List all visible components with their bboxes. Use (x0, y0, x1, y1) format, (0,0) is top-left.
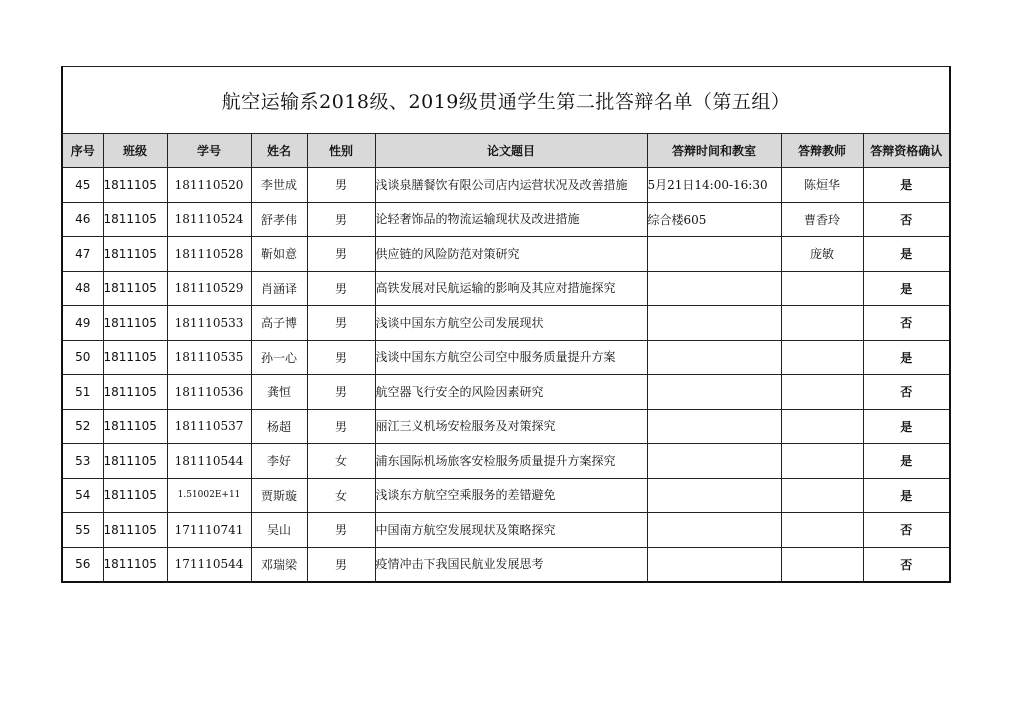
cell-no: 51 (62, 375, 103, 410)
cell-teacher (781, 409, 863, 444)
cell-name: 李好 (251, 444, 307, 479)
cell-qualification: 是 (863, 168, 950, 203)
table-row (62, 478, 950, 513)
cell-teacher: 庞敏 (781, 237, 863, 272)
cell-class: 1811105 (103, 306, 167, 341)
cell-class: 1811105 (103, 513, 167, 548)
cell-gender: 男 (307, 168, 375, 203)
cell-teacher (781, 547, 863, 582)
cell-thesis-topic: 论轻奢饰品的物流运输现状及改进措施 (375, 202, 647, 237)
cell-name: 贾斯璇 (251, 478, 307, 513)
cell-time-room (647, 237, 781, 272)
cell-qualification: 是 (863, 478, 950, 513)
cell-class: 1811105 (103, 271, 167, 306)
cell-gender: 男 (307, 271, 375, 306)
cell-qualification: 是 (863, 444, 950, 479)
cell-teacher (781, 340, 863, 375)
cell-no: 49 (62, 306, 103, 341)
cell-class: 1811105 (103, 237, 167, 272)
cell-thesis-topic: 疫情冲击下我国民航业发展思考 (375, 547, 647, 582)
cell-student-id: 1.51002E+11 (167, 478, 251, 513)
cell-thesis-topic: 航空器飞行安全的风险因素研究 (375, 375, 647, 410)
cell-qualification: 是 (863, 409, 950, 444)
cell-student-id: 181110524 (167, 202, 251, 237)
cell-name: 龚恒 (251, 375, 307, 410)
cell-qualification: 否 (863, 375, 950, 410)
cell-gender: 男 (307, 513, 375, 548)
cell-class: 1811105 (103, 340, 167, 375)
cell-teacher (781, 444, 863, 479)
cell-student-id: 171110544 (167, 547, 251, 582)
cell-qualification: 否 (863, 547, 950, 582)
cell-gender: 男 (307, 202, 375, 237)
cell-qualification: 否 (863, 513, 950, 548)
cell-gender: 女 (307, 444, 375, 479)
cell-gender: 男 (307, 547, 375, 582)
cell-gender: 女 (307, 478, 375, 513)
cell-time-room (647, 306, 781, 341)
cell-thesis-topic: 供应链的风险防范对策研究 (375, 237, 647, 272)
cell-no: 56 (62, 547, 103, 582)
cell-class: 1811105 (103, 478, 167, 513)
table-row (62, 409, 950, 444)
header-gender: 性别 (307, 134, 375, 168)
cell-class: 1811105 (103, 409, 167, 444)
cell-class: 1811105 (103, 202, 167, 237)
cell-time-room (647, 375, 781, 410)
defense-list-table (61, 66, 951, 583)
header-name: 姓名 (251, 134, 307, 168)
cell-gender: 男 (307, 375, 375, 410)
cell-thesis-topic: 浦东国际机场旅客安检服务质量提升方案探究 (375, 444, 647, 479)
cell-qualification: 否 (863, 306, 950, 341)
cell-no: 54 (62, 478, 103, 513)
header-row (62, 134, 950, 168)
cell-no: 46 (62, 202, 103, 237)
cell-qualification: 是 (863, 237, 950, 272)
cell-thesis-topic: 高铁发展对民航运输的影响及其应对措施探究 (375, 271, 647, 306)
cell-student-id: 181110529 (167, 271, 251, 306)
cell-class: 1811105 (103, 375, 167, 410)
table-row (62, 340, 950, 375)
cell-teacher: 陈烜华 (781, 168, 863, 203)
table-row (62, 168, 950, 203)
cell-thesis-topic: 浅谈中国东方航空公司发展现状 (375, 306, 647, 341)
cell-name: 吴山 (251, 513, 307, 548)
cell-name: 肖涵译 (251, 271, 307, 306)
cell-teacher (781, 271, 863, 306)
cell-class: 1811105 (103, 547, 167, 582)
cell-thesis-topic: 丽江三义机场安检服务及对策探究 (375, 409, 647, 444)
table-row (62, 271, 950, 306)
cell-class: 1811105 (103, 168, 167, 203)
cell-thesis-topic: 中国南方航空发展现状及策略探究 (375, 513, 647, 548)
cell-thesis-topic: 浅谈泉膳餐饮有限公司店内运营状况及改善措施 (375, 168, 647, 203)
table-row (62, 202, 950, 237)
cell-student-id: 181110528 (167, 237, 251, 272)
cell-name: 孙一心 (251, 340, 307, 375)
cell-time-room (647, 409, 781, 444)
cell-student-id: 181110535 (167, 340, 251, 375)
cell-student-id: 181110536 (167, 375, 251, 410)
header-no: 序号 (62, 134, 103, 168)
cell-qualification: 是 (863, 271, 950, 306)
cell-student-id: 181110537 (167, 409, 251, 444)
cell-thesis-topic: 浅谈东方航空空乘服务的差错避免 (375, 478, 647, 513)
page-title: 航空运输系2018级、2019级贯通学生第二批答辩名单（第五组） (62, 67, 950, 134)
cell-gender: 男 (307, 340, 375, 375)
cell-no: 50 (62, 340, 103, 375)
table-row (62, 375, 950, 410)
cell-teacher (781, 375, 863, 410)
table-row (62, 513, 950, 548)
cell-gender: 男 (307, 237, 375, 272)
cell-time-room: 综合楼605 (647, 202, 781, 237)
cell-time-room (647, 478, 781, 513)
cell-qualification: 是 (863, 340, 950, 375)
header-qualification: 答辩资格确认 (863, 134, 950, 168)
cell-teacher (781, 306, 863, 341)
cell-no: 55 (62, 513, 103, 548)
cell-name: 高子博 (251, 306, 307, 341)
header-time-room: 答辩时间和教室 (647, 134, 781, 168)
cell-student-id: 181110533 (167, 306, 251, 341)
cell-teacher: 曹香玲 (781, 202, 863, 237)
header-thesis-topic: 论文题目 (375, 134, 647, 168)
cell-time-room (647, 547, 781, 582)
cell-time-room (647, 340, 781, 375)
cell-no: 52 (62, 409, 103, 444)
cell-gender: 男 (307, 306, 375, 341)
cell-time-room (647, 271, 781, 306)
cell-name: 邓瑞梁 (251, 547, 307, 582)
cell-teacher (781, 513, 863, 548)
header-teacher: 答辩教师 (781, 134, 863, 168)
table-row (62, 444, 950, 479)
cell-student-id: 181110544 (167, 444, 251, 479)
cell-name: 靳如意 (251, 237, 307, 272)
cell-thesis-topic: 浅谈中国东方航空公司空中服务质量提升方案 (375, 340, 647, 375)
cell-student-id: 171110741 (167, 513, 251, 548)
cell-no: 47 (62, 237, 103, 272)
cell-no: 45 (62, 168, 103, 203)
cell-no: 53 (62, 444, 103, 479)
cell-name: 杨超 (251, 409, 307, 444)
cell-time-room (647, 513, 781, 548)
header-student-id: 学号 (167, 134, 251, 168)
cell-name: 舒孝伟 (251, 202, 307, 237)
cell-student-id: 181110520 (167, 168, 251, 203)
cell-time-room (647, 444, 781, 479)
cell-name: 李世成 (251, 168, 307, 203)
cell-class: 1811105 (103, 444, 167, 479)
table-row (62, 306, 950, 341)
header-class: 班级 (103, 134, 167, 168)
cell-time-room: 5月21日14:00-16:30 (647, 168, 781, 203)
cell-gender: 男 (307, 409, 375, 444)
cell-qualification: 否 (863, 202, 950, 237)
cell-no: 48 (62, 271, 103, 306)
table-row (62, 237, 950, 272)
table-row (62, 547, 950, 582)
cell-teacher (781, 478, 863, 513)
